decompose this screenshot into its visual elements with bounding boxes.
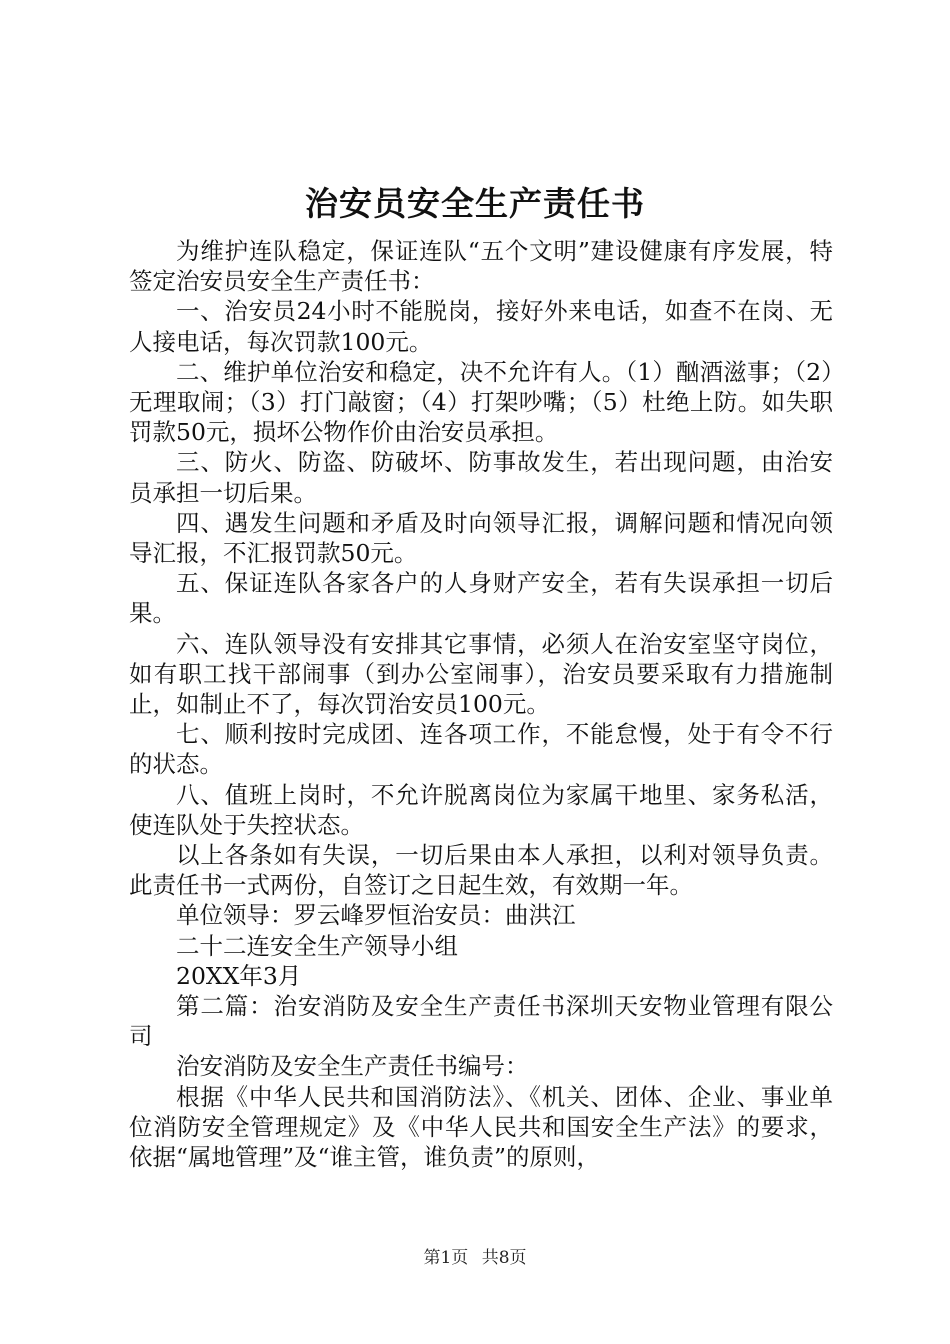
page-footer xyxy=(0,1243,950,1268)
document-body xyxy=(129,236,833,1172)
signature-line: 单位领导：罗云峰罗恒治安员：曲洪江 xyxy=(176,901,576,930)
paragraph-item-3: 三、防火、防盗、防破坏、防事故发生，若出现问题，由治安员承担一切后果。 xyxy=(129,448,833,507)
paragraph-item-4: 四、遇发生问题和矛盾及时向领导汇报，调解问题和情况向领导汇报，不汇报罚款50元。 xyxy=(129,508,833,568)
section-two-subtitle: 治安消防及安全生产责任书编号： xyxy=(176,1052,529,1081)
section-two-heading: 第二篇：治安消防及安全生产责任书深圳天安物业管理有限公司 xyxy=(129,992,833,1051)
paragraph-intro: 为维护连队稳定，保证连队“五个文明”建设健康有序发展，特签定治安员安全生产责任书： xyxy=(129,237,833,296)
paragraph-item-2: 二、维护单位治安和稳定，决不允许有人。（1）酗酒滋事；（2）无理取闹；（3）打门敲窗；（4）打架吵嘴；（5）杜绝上防。如失职罚款50元，损坏公物作价由治安员承担。 xyxy=(129,357,833,447)
document-title: 治安员安全生产责任书 xyxy=(305,184,645,223)
organization-line: 二十二连安全生产领导小组 xyxy=(176,931,458,960)
paragraph-item-6: 六、连队领导没有安排其它事情，必须人在治安室坚守岗位，如有职工找干部闹事（到办公室闹事），治安员要采取有力措施制止，如制止不了，每次罚治安员100元。 xyxy=(129,629,833,719)
paragraph-item-5: 五、保证连队各家各户的人身财产安全，若有失误承担一切后果。 xyxy=(129,569,833,628)
date-line: 20XX年3月 xyxy=(176,961,302,990)
page-total: 共8页 xyxy=(481,1248,527,1268)
paragraph-item-7: 七、顺利按时完成团、连各项工作，不能怠慢，处于有令不行的状态。 xyxy=(129,720,833,779)
paragraph-item-8: 八、值班上岗时，不允许脱离岗位为家属干地里、家务私活，使连队处于失控状态。 xyxy=(129,780,833,839)
page-number: 第1页 xyxy=(423,1248,469,1268)
section-two-paragraph: 根据《中华人民共和国消防法》、《机关、团体、企业、事业单位消防安全管理规定》及《中华人民共和国安全生产法》的要求，依据“属地管理”及“谁主管，谁负责”的原则， xyxy=(129,1082,833,1172)
paragraph-item-1: 一、治安员24小时不能脱岗，接好外来电话，如查不在岗、无人接电话，每次罚款100元。 xyxy=(129,297,833,356)
paragraph-closing: 以上各条如有失误，一切后果由本人承担，以利对领导负责。此责任书一式两份，自签订之日起生效，有效期一年。 xyxy=(129,841,833,900)
